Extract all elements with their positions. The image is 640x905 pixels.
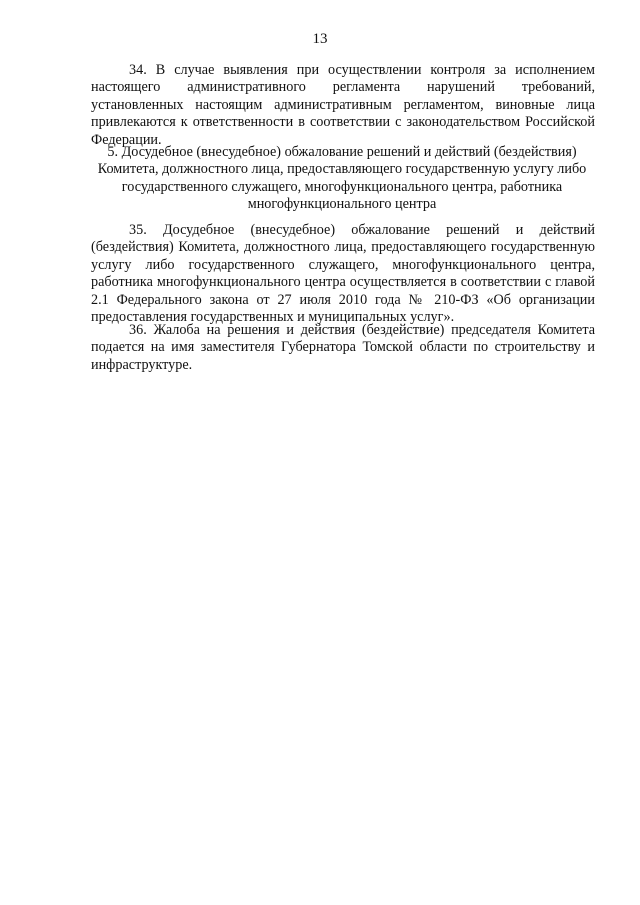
section-heading-line: многофункционального центра (247, 196, 437, 213)
paragraph-35: 35. Досудебное (внесудебное) обжалование решений и действий (бездействия) Комитета, должностного лица, предоставляющего государственную услугу либо государственного служащего, многофункционального центра, работника многофункционального центра осуществляется в соответствии с главой 2.1 Федерального закона от 27 июля 2010 года № 210-ФЗ «Об организации предоставления государственных и муниципальных услуг». (91, 222, 595, 326)
section-5-heading (88, 144, 596, 214)
section-heading-line: Комитета, должностного лица, предоставляющего государственную услугу либо (97, 161, 587, 178)
section-heading-line: государственного служащего, многофункционального центра, работника (121, 178, 563, 195)
section-heading-line: 5. Досудебное (внесудебное) обжалование решений и действий (бездействия) (107, 144, 577, 160)
paragraph-34: 34. В случае выявления при осуществлении контроля за исполнением настоящего административного регламента нарушений требований, установленных настоящим административным регламентом, виновные лица привлекаются к ответственности в соответствии с законодательством Российской Федерации. (91, 62, 595, 148)
page-number: 13 (312, 31, 328, 47)
paragraph-36: 36. Жалоба на решения и действия (бездействие) председателя Комитета подается на имя заместителя Губернатора Томской области по строительству и инфраструктуре. (91, 322, 595, 373)
